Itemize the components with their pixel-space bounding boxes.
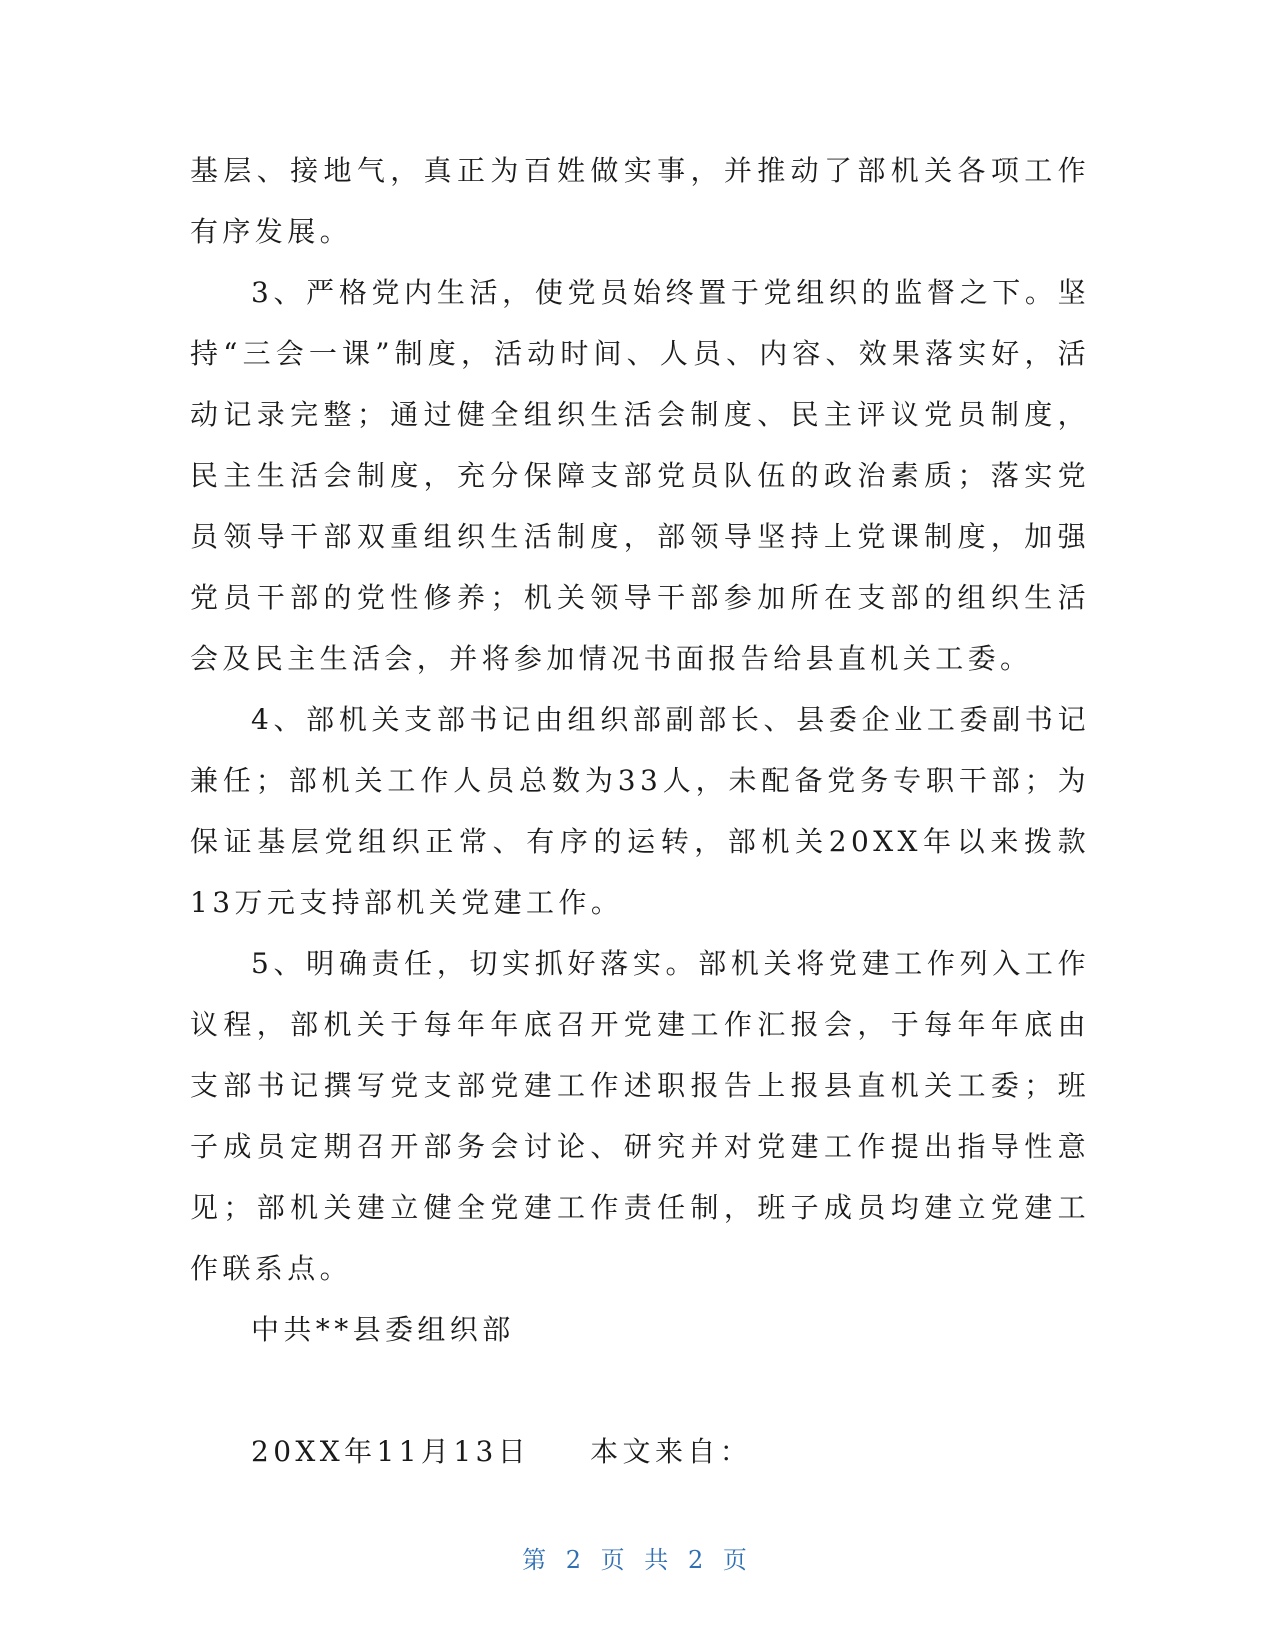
paragraph-4: 5、明确责任，切实抓好落实。部机关将党建工作列入工作议程，部机关于每年年底召开党建工作汇报会，于每年年底由支部书记撰写党支部党建工作述职报告上报县直机关工委；班子成员定期召开部务会讨论、研究并对党建工作提出指导性意见；部机关建立健全党建工作责任制，班子成员均建立党建工作联系点。 bbox=[190, 947, 1090, 1285]
page-footer: 第 2 页 共 2 页 bbox=[522, 1546, 753, 1574]
document-body bbox=[190, 140, 1090, 1482]
date-line bbox=[190, 1421, 1090, 1482]
signature-org: 中共**县委组织部 bbox=[251, 1313, 515, 1346]
paragraph-3: 4、部机关支部书记由组织部副部长、县委企业工委副书记兼任；部机关工作人员总数为33人，未配备党务专职干部；为保证基层党组织正常、有序的运转，部机关20XX年以来拨款13万元支持部机关党建工作。 bbox=[190, 703, 1090, 919]
paragraph-2: 3、严格党内生活，使党员始终置于党组织的监督之下。坚持“三会一课”制度，活动时间、人员、内容、效果落实好，活动记录完整；通过健全组织生活会制度、民主评议党员制度，民主生活会制度，充分保障支部党员队伍的政治素质；落实党员领导干部双重组织生活制度，部领导坚持上党课制度，加强党员干部的党性修养；机关领导干部参加所在支部的组织生活会及民主生活会，并将参加情况书面报告给县直机关工委。 bbox=[190, 276, 1090, 675]
document-date: 20XX年11月13日 bbox=[251, 1435, 531, 1468]
paragraph-1: 基层、接地气，真正为百姓做实事，并推动了部机关各项工作有序发展。 bbox=[190, 154, 1090, 248]
source-label: 本文来自： bbox=[590, 1435, 753, 1468]
